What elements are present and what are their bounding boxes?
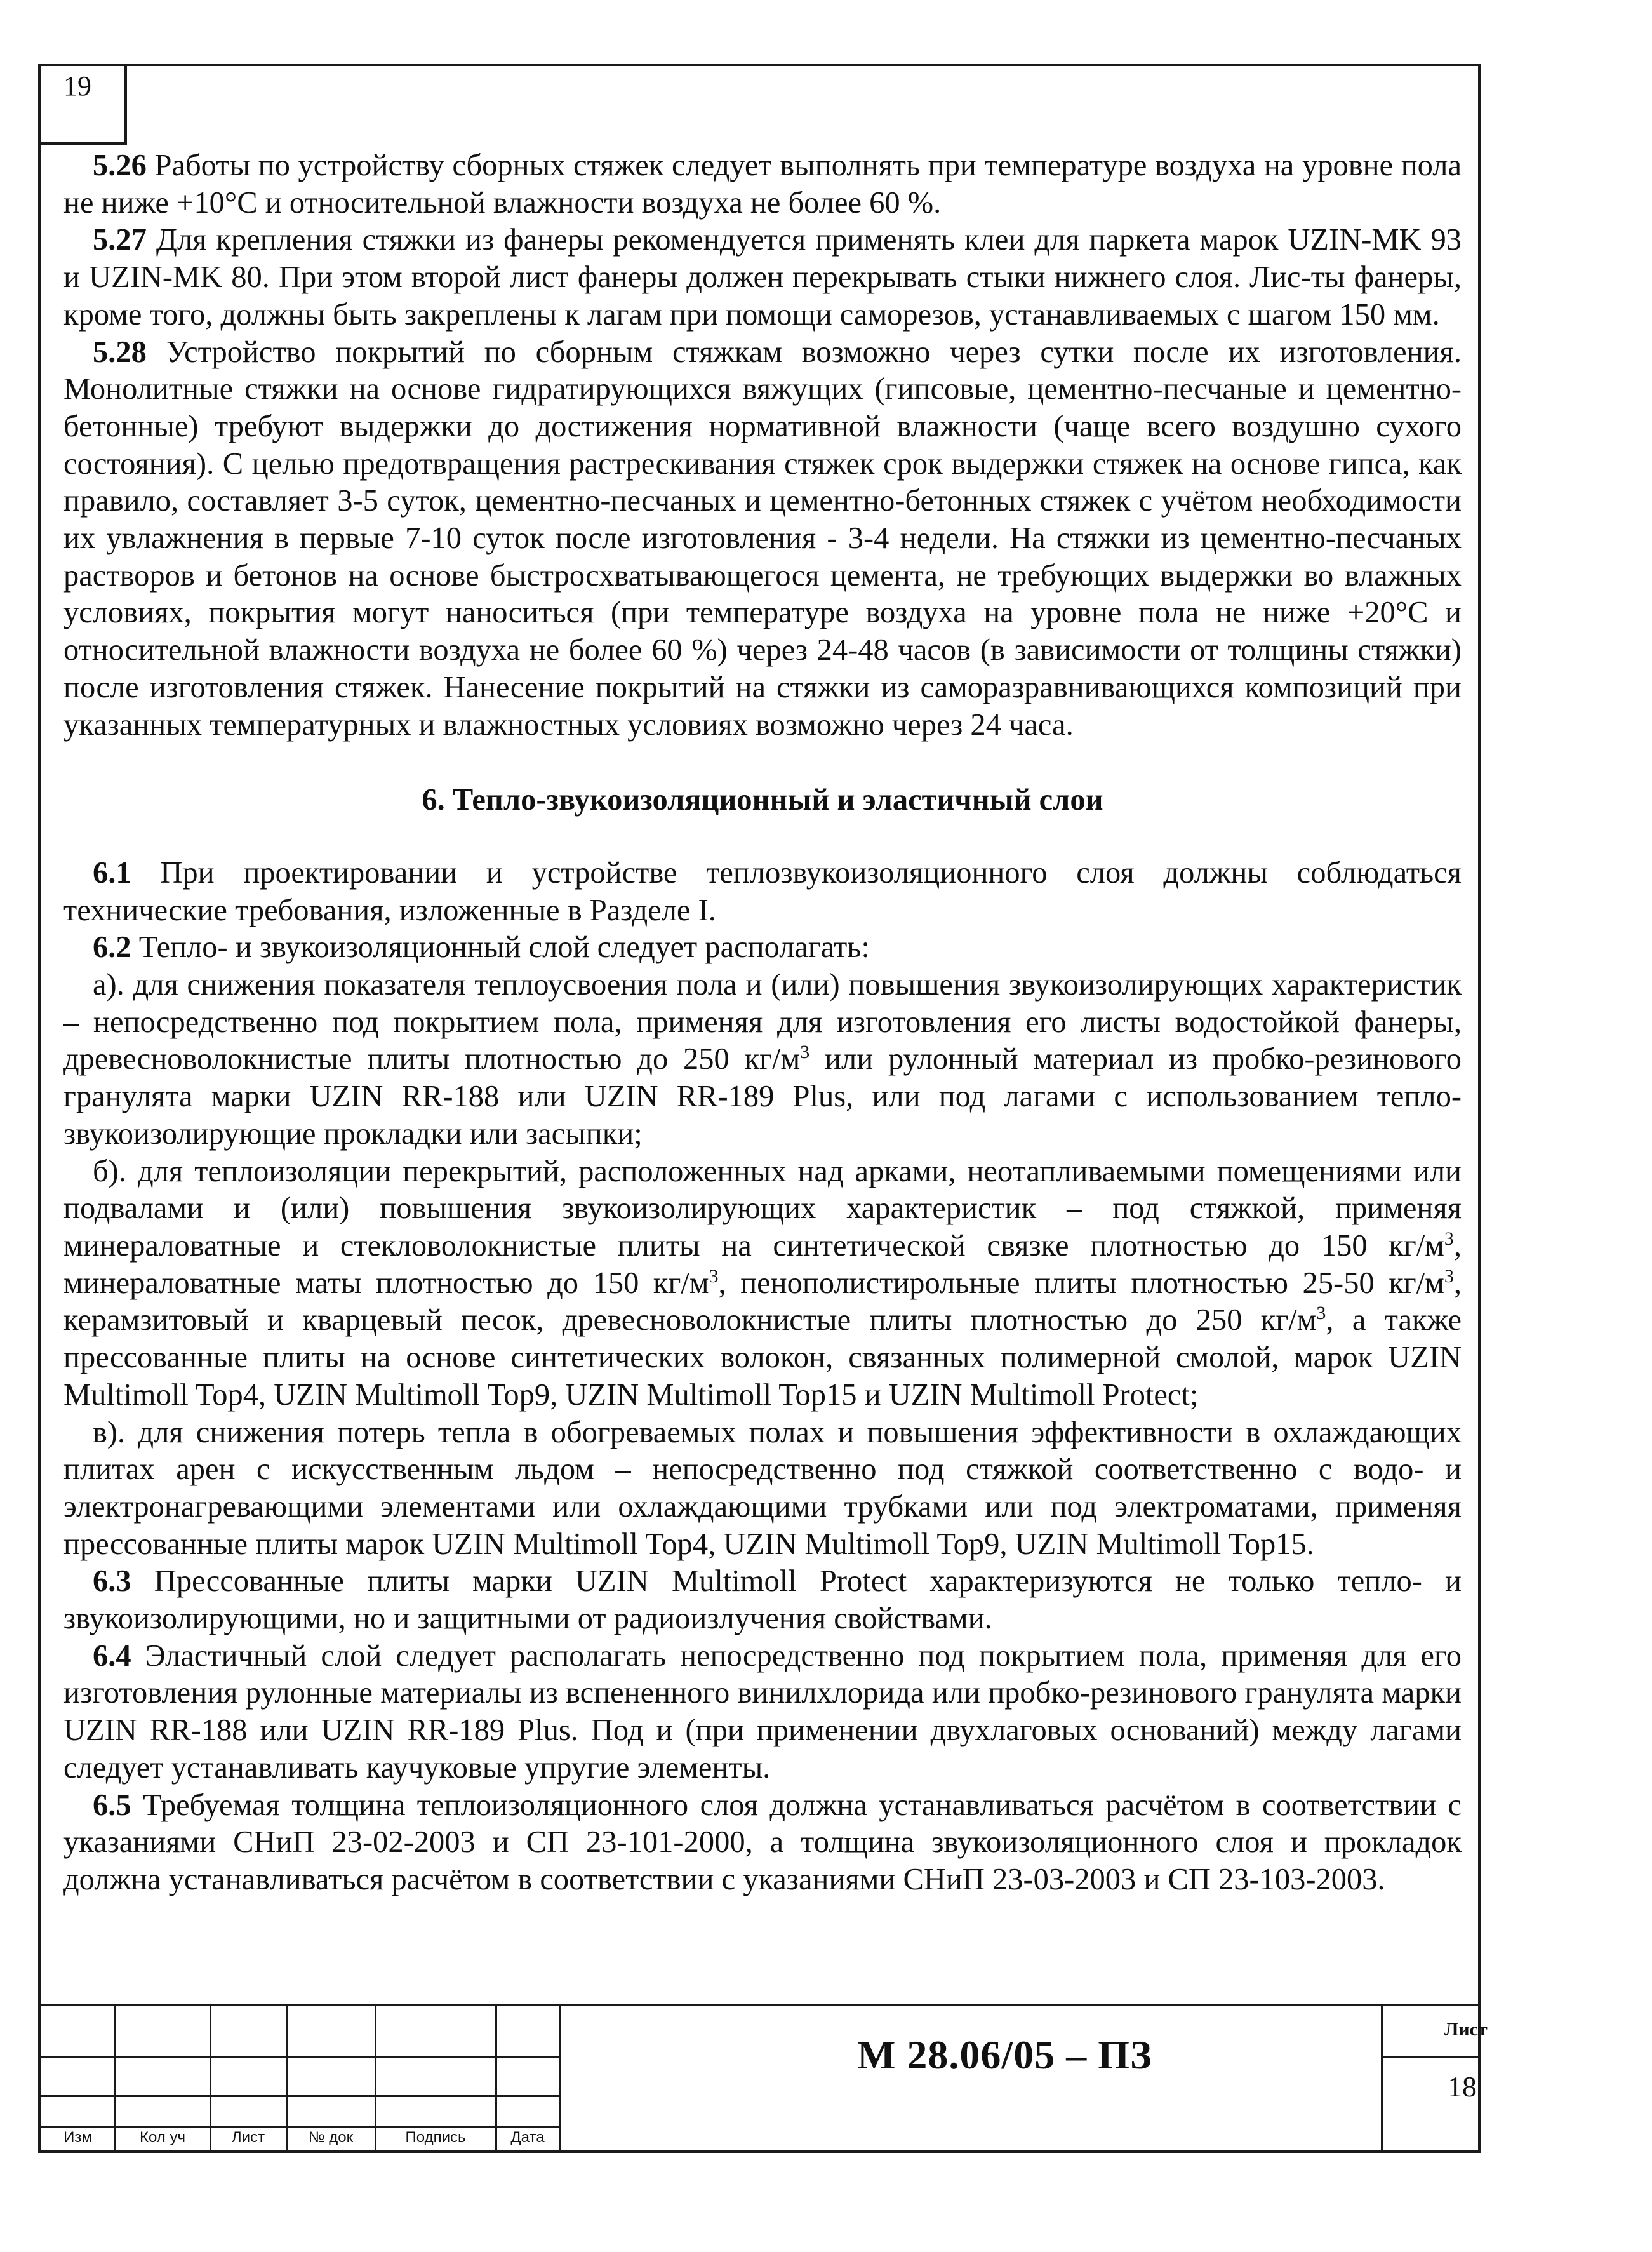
clause-text: , керамзитовый и кварцевый песок, древесноволокнистые плиты плотностью до 250 кг/м (63, 1266, 1462, 1337)
clause-text: При проектировании и устройстве теплозвукоизоляционного слоя должны соблюдаться технические требования, изложенные в Разделе I. (63, 855, 1462, 927)
clause-number: 6.4 (93, 1639, 131, 1673)
stamp-line (1381, 2006, 1383, 2153)
stamp-line (38, 2056, 559, 2058)
clause-number: 5.26 (93, 149, 147, 182)
column-label-izm: Изм (63, 2129, 92, 2146)
paragraph-6-5 (63, 1787, 1462, 1899)
clause-text: Тепло- и звукоизоляционный слой следует располагать: (131, 930, 870, 965)
clause-text: , минераловатные маты плотностью до 150 кг/м (63, 1228, 1462, 1300)
clause-text: в). для снижения потерь тепла в обогреваемых полах и повышения эффективности в охлаждающих плитах арен с искусственным льдом – непосредственно под стяжкой соответственно с водо- и электронагревающими элементами или охлаждающими трубками или под электроматами, применяя прессованные плиты марок UZIN Multimoll Top4, UZIN Multimoll Top9, UZIN Multimoll Top15. (63, 1415, 1462, 1561)
document-body (63, 147, 1462, 1899)
superscript: 3 (1444, 1265, 1454, 1287)
page-corner-number: 19 (38, 64, 127, 145)
title-block (38, 2004, 1488, 2153)
clause-text: Работы по устройству сборных стяжек следует выполнять при температуре воздуха на уровне пола не ниже +10°С и относительной влажности воздуха не более 60 %. (63, 149, 1462, 220)
clause-text: Эластичный слой следует располагать непосредственно под покрытием пола, применяя для его изготовления рулонные материалы из вспененного винилхлорида или пробко-резинового гранулята марки UZIN RR-188 или UZIN RR-189 Plus. Под и (при применении двухлаговых оснований) между лагами следует устанавливать каучуковые упругие элементы. (63, 1639, 1462, 1785)
stamp-line (559, 2006, 561, 2153)
stamp-line (1381, 2056, 1481, 2058)
clause-text: или рулонный материал из пробко-резинового гранулята марки UZIN RR-188 или UZIN RR-189 Plus, или под лагами с использованием тепло-звукоизолирующие прокладки или засыпки; (63, 1042, 1462, 1151)
paragraph-6-2-v (63, 1414, 1462, 1564)
clause-text: Устройство покрытий по сборным стяжкам возможно через сутки после их изготовления. Монолитные стяжки на основе гидратирующихся вяжущих (гипсовые, цементно-песчаные и цементно-бетонные) требуют выдержки до достижения нормативной влажности (чаще всего воздушно сухого состояния). С целью предотвращения растрескивания стяжек срок выдержки стяжек на основе гипса, как правило, составляет 3-5 суток, цементно-песчаных и цементно-бетонных стяжек с учётом необходимости их увлажнения в первые 7-10 суток после изготовления - 3-4 недели. На стяжки из цементно-песчаных растворов и бетонов на основе быстросхватывающегося цемента, не требующих выдержки во влажных условиях, покрытия могут наноситься (при температуре воздуха на уровне пола не ниже +20°С и относительной влажности воздуха не более 60 %) через 24-48 часов (в зависимости от толщины стяжки) после изготовления стяжек. Нанесение покрытий на стяжки из саморазравнивающихся композиций при указанных температурных и влажностных условиях возможно через 24 часа. (63, 335, 1462, 742)
section-heading: 6. Тепло-звукоизоляционный и эластичный слои (422, 783, 1103, 817)
clause-number: 5.27 (93, 223, 147, 257)
column-label-date: Дата (510, 2129, 545, 2146)
document-code: М 28.06/05 – ПЗ (857, 2032, 1152, 2077)
superscript: 3 (1316, 1303, 1326, 1324)
paragraph-5-28 (63, 334, 1462, 744)
column-label-doc-num: № док (308, 2129, 354, 2146)
column-label-signature: Подпись (405, 2129, 466, 2146)
paragraph-6-2 (63, 929, 1462, 967)
clause-text: Прессованные плиты марки UZIN Multimoll Protect характеризуются не только тепло- и звукоизолирующими, но и защитными от радиоизлучения свойствами. (63, 1564, 1462, 1636)
stamp-line (38, 2126, 559, 2128)
column-label-list: Лист (231, 2129, 265, 2146)
paragraph-6-2-b (63, 1153, 1462, 1414)
clause-number: 6.1 (93, 855, 131, 890)
clause-text: , а также прессованные плиты на основе синтетических волокон, связанных полимерной смолой, марок UZIN Multimoll Top4, UZIN Multimoll Top9, UZIN Multimoll Top15 и UZIN Multimoll Protect; (63, 1303, 1462, 1412)
clause-text: Требуемая толщина теплоизоляционного слоя должна устанавливаться расчётом в соответствии с указаниями СНиП 23-02-2003 и СП 23-101-2000, а толщина звукоизоляционного слоя и прокладок должна устанавливаться расчётом в соответствии с указаниями СНиП 23-03-2003 и СП 23-103-2003. (63, 1788, 1462, 1896)
paragraph-5-27 (63, 222, 1462, 333)
clause-number: 6.2 (93, 930, 131, 965)
paragraph-6-4 (63, 1638, 1462, 1787)
clause-number: 6.5 (93, 1788, 131, 1822)
superscript: 3 (800, 1042, 810, 1063)
paragraph-6-2-a (63, 967, 1462, 1153)
clause-text: а). для снижения показателя теплоусвоения пола и (или) повышения звукоизолирующих характеристик – непосредственно под покрытием пола, применяя для изготовления его листы водостойкой фанеры, древесноволокнистые плиты плотностью до 250 кг/м (63, 968, 1462, 1076)
sheet-label: Лист (1444, 2019, 1488, 2040)
sheet-number: 18 (1448, 2070, 1477, 2103)
superscript: 3 (1444, 1228, 1454, 1249)
superscript: 3 (709, 1265, 719, 1287)
clause-number: 6.3 (93, 1564, 131, 1599)
stamp-line (38, 2095, 559, 2097)
clause-text: Для крепления стяжки из фанеры рекомендуется применять клеи для паркета марок UZIN-MK 93 и UZIN-MK 80. При этом второй лист фанеры должен перекрывать стыки нижнего слоя. Лис-ты фанеры, кроме того, должны быть закреплены к лагам при помощи саморезов, устанавливаемых с шагом 150 мм. (63, 223, 1462, 332)
clause-text: б). для теплоизоляции перекрытий, расположенных над арками, неотапливаемыми помещениями или подвалами и (или) повышения звукоизолирующих характеристик – под стяжкой, применяя минераловатные и стекловолокнистые плиты на синтетической связке плотностью до 150 кг/м (63, 1154, 1462, 1263)
paragraph-5-26 (63, 147, 1462, 222)
clause-text: , пенополистирольные плиты плотностью 25-50 кг/м (718, 1266, 1444, 1300)
paragraph-6-3 (63, 1563, 1462, 1637)
clause-number: 5.28 (93, 335, 147, 369)
column-label-kol-uch: Кол уч (140, 2129, 185, 2146)
paragraph-6-1 (63, 855, 1462, 929)
